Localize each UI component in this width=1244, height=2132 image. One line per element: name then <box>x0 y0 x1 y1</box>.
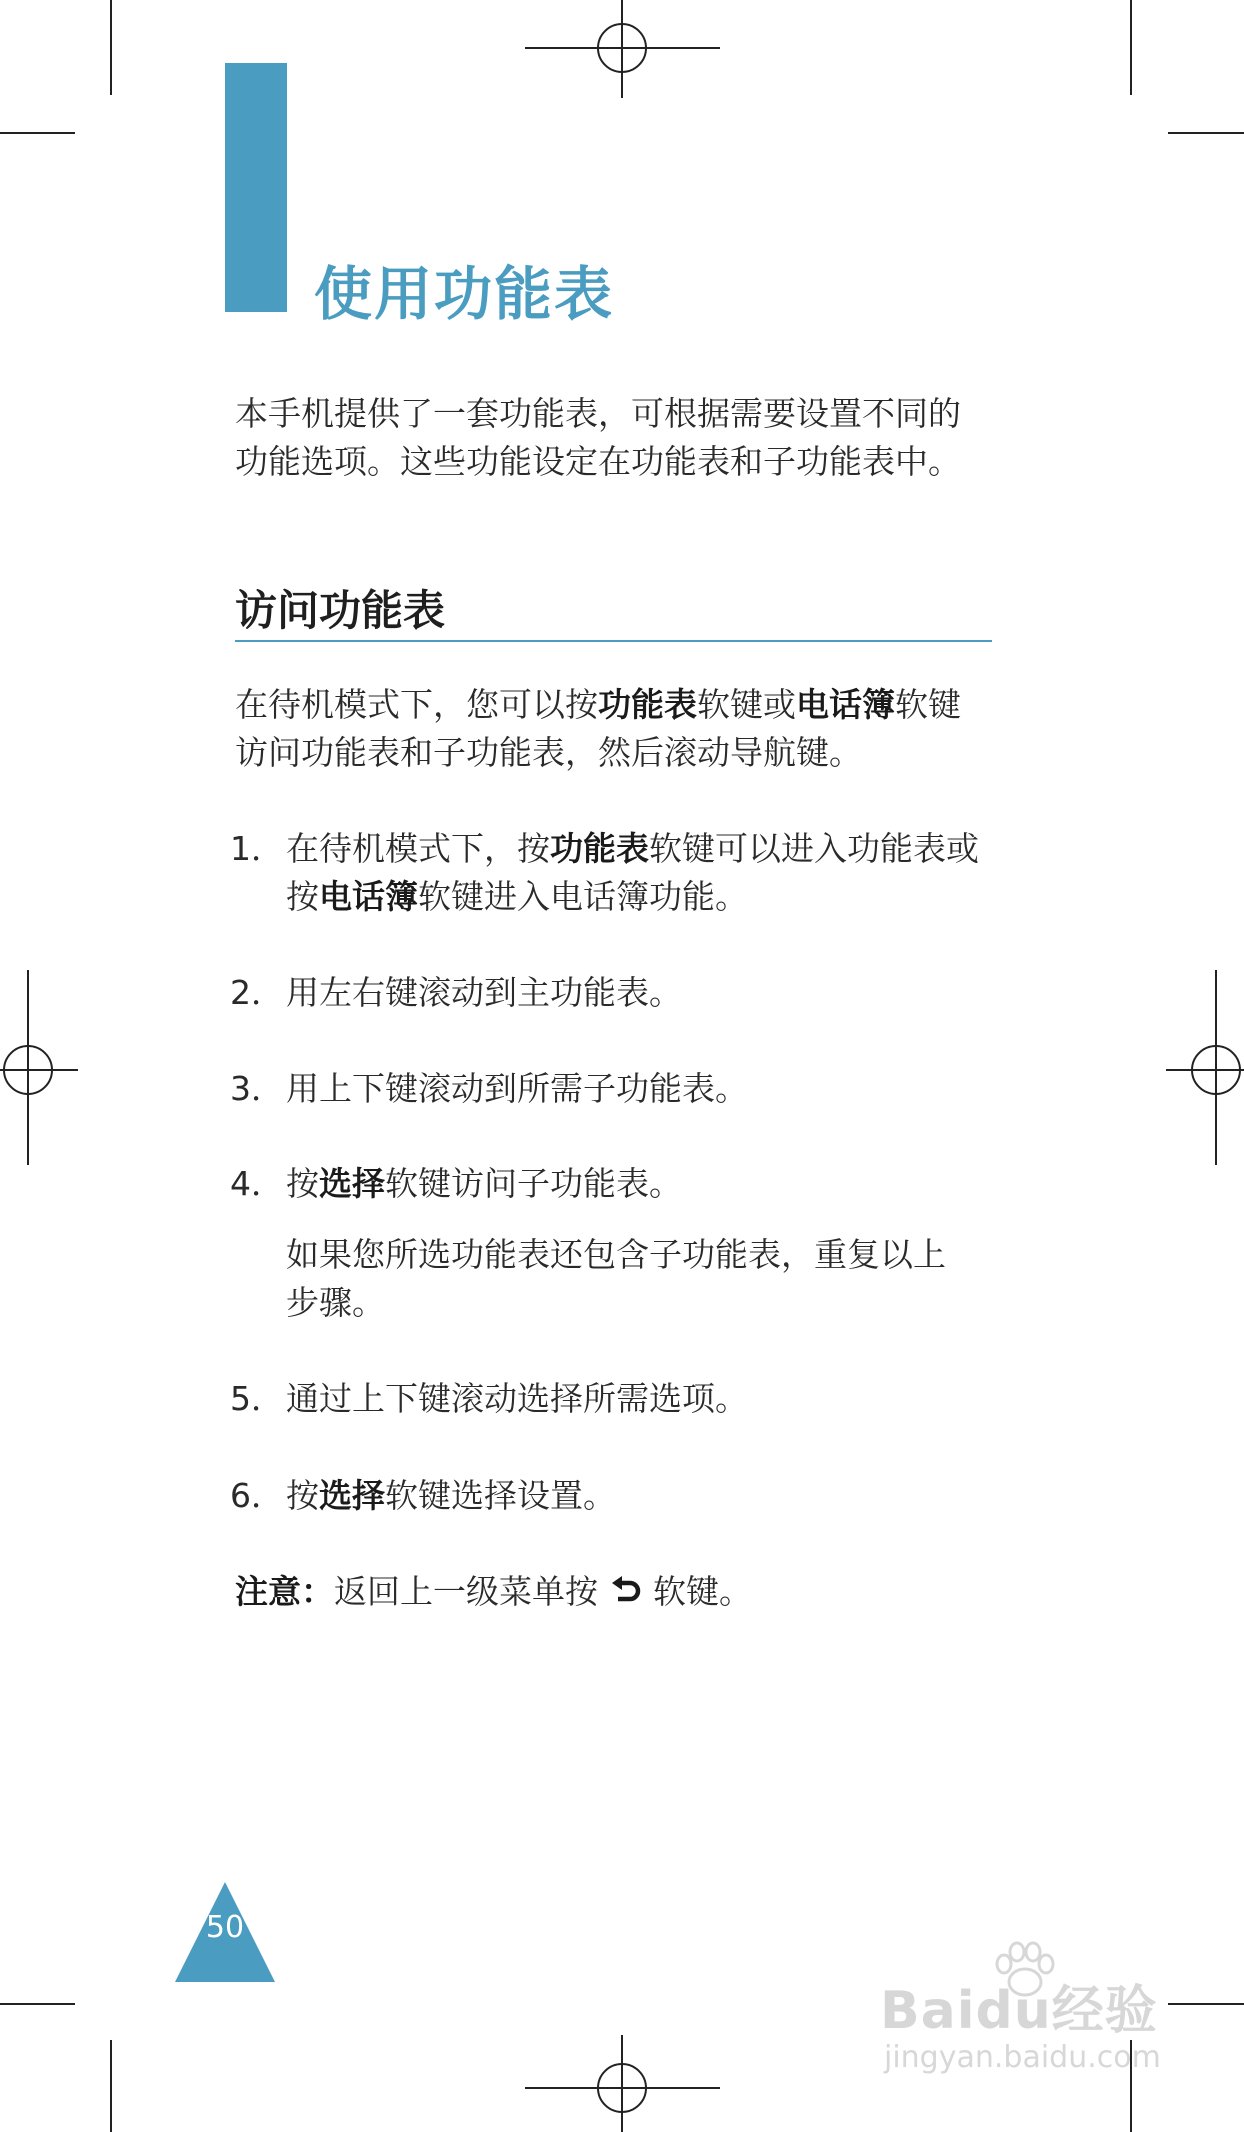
intro-paragraph <box>235 390 1015 486</box>
text-run: 返回上一级菜单按 <box>334 1572 598 1611</box>
crop-mark <box>110 2040 112 2132</box>
text-run: 软键选择设置。 <box>385 1476 616 1515</box>
step-4-note <box>286 1231 946 1327</box>
text-run: 在待机模式下，您可以按 <box>235 685 598 724</box>
page-title: 使用功能表 <box>314 260 615 328</box>
intro-line: 功能选项。这些功能设定在功能表和子功能表中。 <box>235 442 961 481</box>
registration-mark-top <box>525 0 720 100</box>
text-run: 按 <box>286 1476 319 1515</box>
watermark <box>880 1940 1180 2090</box>
text-run: 软键 <box>895 685 961 724</box>
step-5: 通过上下键滚动选择所需选项。 <box>286 1379 748 1418</box>
watermark-logo: Baidu经验 <box>880 1981 1158 2041</box>
bold-term: 选择 <box>319 1476 385 1515</box>
text-run: 软键可以进入功能表或 <box>649 829 979 868</box>
text-run: 软键或 <box>697 685 796 724</box>
step-4 <box>286 1160 682 1208</box>
page-number: 50 <box>205 1910 245 1945</box>
note-label: 注意 <box>235 1572 301 1611</box>
section-heading: 访问功能表 <box>235 586 446 635</box>
title-accent-bar <box>225 63 287 312</box>
text-run: 软键访问子功能表。 <box>385 1164 682 1203</box>
crop-mark <box>1168 132 1244 134</box>
registration-mark-right <box>1164 970 1244 1170</box>
bold-term: 功能表 <box>550 829 649 868</box>
note-colon: ： <box>301 1572 334 1611</box>
step-3: 用上下键滚动到所需子功能表。 <box>286 1069 748 1108</box>
bold-term: 选择 <box>319 1164 385 1203</box>
text-run: 软键。 <box>653 1572 752 1611</box>
note <box>235 1568 752 1616</box>
crop-mark <box>110 0 112 95</box>
watermark-url: jingyan.baidu.com <box>884 2040 1161 2075</box>
registration-mark-left <box>0 970 80 1170</box>
step-number: 5． <box>230 1379 284 1418</box>
bold-term: 功能表 <box>598 685 697 724</box>
bold-term: 电话簿 <box>319 877 418 916</box>
crop-mark <box>0 2003 75 2005</box>
crop-mark <box>1130 0 1132 95</box>
text-run: 按 <box>286 1164 319 1203</box>
text-run: 步骤。 <box>286 1283 385 1322</box>
text-run: 在待机模式下，按 <box>286 829 550 868</box>
text-run: 软键进入电话簿功能。 <box>418 877 748 916</box>
section-paragraph <box>235 681 961 777</box>
intro-line: 本手机提供了一套功能表，可根据需要设置不同的 <box>235 394 961 433</box>
step-2: 用左右键滚动到主功能表。 <box>286 973 682 1012</box>
crop-mark <box>0 132 75 134</box>
text-run: 如果您所选功能表还包含子功能表，重复以上 <box>286 1235 946 1274</box>
registration-mark-bottom <box>525 2035 720 2132</box>
back-arrow-icon <box>609 1575 643 1607</box>
step-number: 4． <box>230 1164 284 1203</box>
step-number: 3． <box>230 1069 284 1108</box>
text-run: 访问功能表和子功能表，然后滚动导航键。 <box>235 733 862 772</box>
step-number: 6． <box>230 1476 284 1515</box>
section-divider <box>235 640 992 642</box>
step-6 <box>286 1472 616 1520</box>
step-1 <box>286 825 979 921</box>
text-run: 按 <box>286 877 319 916</box>
step-number: 2． <box>230 973 284 1012</box>
bold-term: 电话簿 <box>796 685 895 724</box>
step-number: 1． <box>230 829 284 868</box>
